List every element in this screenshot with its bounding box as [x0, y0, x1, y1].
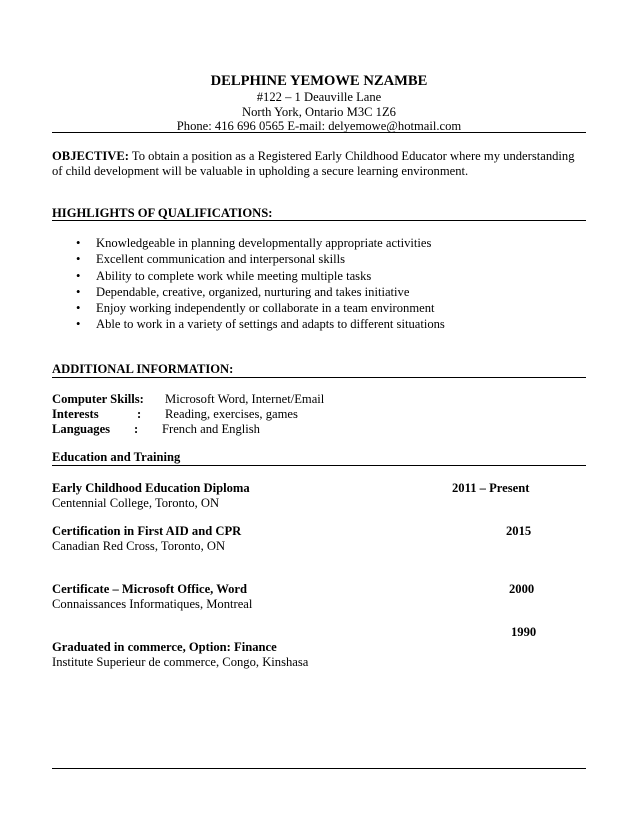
bullet-icon: •: [76, 236, 81, 250]
languages-value: French and English: [162, 422, 260, 436]
education-title: Graduated in commerce, Option: Finance: [52, 640, 277, 654]
objective-label: OBJECTIVE:: [52, 149, 129, 163]
highlights-divider: [52, 220, 586, 221]
education-institution: Centennial College, Toronto, ON: [52, 496, 220, 510]
additional-divider: [52, 377, 586, 378]
list-item: [52, 269, 445, 285]
bullet-icon: •: [76, 284, 81, 299]
address-line-2: North York, Ontario M3C 1Z6: [242, 104, 396, 119]
bullet-icon: •: [76, 317, 81, 332]
education-divider: [52, 465, 586, 466]
list-item: [52, 236, 445, 252]
objective-text: To obtain a position as a Registered Early Childhood Educator where my understanding of child development will be valuable in upholding a secure learning environment.: [52, 149, 575, 178]
bullet-icon: •: [76, 268, 81, 283]
education-institution: Institute Superieur de commerce, Congo, Kinshasa: [52, 655, 309, 669]
education-date: 2000: [509, 582, 535, 596]
education-heading: Education and Training: [52, 450, 181, 464]
bullet-icon: •: [76, 252, 81, 267]
computer-skills-label: Computer Skills:: [52, 392, 144, 406]
list-item: [52, 317, 445, 333]
contact-line: Phone: 416 696 0565 E-mail: delyemowe@hotmail.com: [176, 119, 462, 133]
highlight-text: Dependable, creative, organized, nurturing and takes initiative: [96, 284, 410, 299]
education-date: 1990: [511, 625, 537, 639]
education-title: Early Childhood Education Diploma: [52, 481, 250, 495]
interests-label: Interests: [52, 407, 99, 421]
education-date: 2015: [506, 524, 532, 538]
computer-skills-value: Microsoft Word, Internet/Email: [165, 392, 325, 406]
interests-colon: :: [137, 407, 142, 421]
interests-value: Reading, exercises, games: [165, 407, 298, 421]
education-title: Certificate – Microsoft Office, Word: [52, 582, 248, 596]
highlights-list: [52, 236, 445, 334]
education-institution: Connaissances Informatiques, Montreal: [52, 597, 253, 611]
highlight-text: Ability to complete work while meeting multiple tasks: [96, 268, 372, 283]
education-date: 2011 – Present: [452, 481, 530, 495]
list-item: [52, 252, 445, 268]
additional-heading: ADDITIONAL INFORMATION:: [52, 362, 234, 376]
address-line-1: #122 – 1 Deauville Lane: [256, 90, 382, 104]
languages-colon: :: [134, 422, 139, 436]
highlight-text: Excellent communication and interpersonal skills: [96, 252, 346, 267]
list-item: [52, 301, 445, 317]
education-institution: Canadian Red Cross, Toronto, ON: [52, 539, 226, 553]
highlight-text: Able to work in a variety of settings and adapts to different situations: [96, 317, 445, 332]
footer-divider: [52, 768, 586, 769]
list-item: [52, 285, 445, 301]
header-divider: [52, 132, 586, 133]
education-title: Certification in First AID and CPR: [52, 524, 242, 538]
highlight-text: Knowledgeable in planning developmentally appropriate activities: [96, 236, 432, 250]
languages-label: Languages: [52, 422, 111, 436]
applicant-name: DELPHINE YEMOWE NZAMBE: [210, 73, 428, 89]
bullet-icon: •: [76, 301, 81, 316]
highlight-text: Enjoy working independently or collaborate in a team environment: [96, 301, 435, 316]
objective-section: [52, 149, 586, 179]
highlights-heading: HIGHLIGHTS OF QUALIFICATIONS:: [52, 206, 273, 220]
